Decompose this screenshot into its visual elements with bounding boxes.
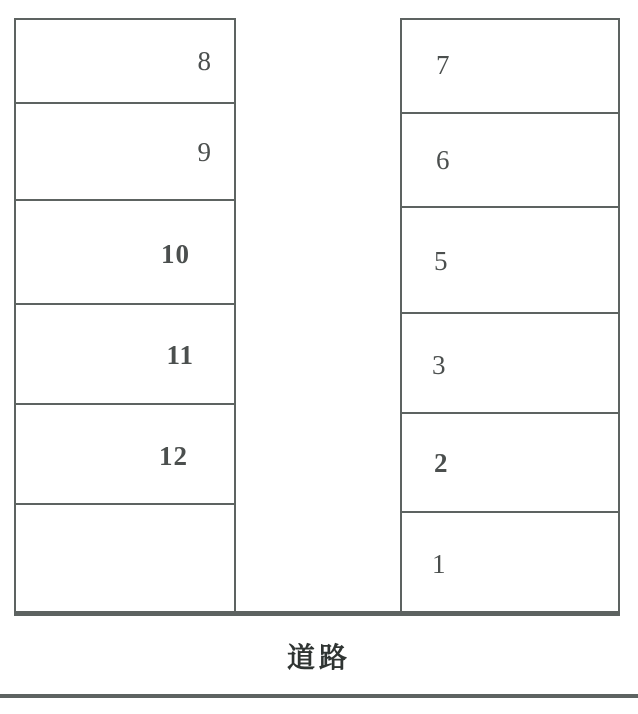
stall-number-12: 12 (159, 440, 188, 471)
stall-number-2: 2 (434, 448, 449, 478)
parking-stall-8[interactable] (16, 20, 234, 104)
parking-stall-11[interactable] (16, 305, 234, 405)
parking-stall-9[interactable] (16, 104, 234, 201)
stall-number-3: 3 (432, 349, 447, 380)
road-label: 道路 (286, 641, 351, 674)
stall-number-8: 8 (197, 45, 212, 76)
stall-number-10: 10 (161, 238, 190, 269)
parking-stall-12[interactable] (16, 405, 234, 505)
stall-number-5: 5 (434, 245, 449, 276)
parking-stall-7[interactable] (402, 20, 618, 114)
parking-stall-10[interactable] (16, 201, 234, 305)
parking-stall-1[interactable] (402, 513, 618, 611)
drive-aisle (236, 18, 400, 613)
road-edge-lower (0, 694, 638, 698)
left-stall-column (14, 18, 236, 613)
parking-stall-6[interactable] (402, 114, 618, 208)
road-edge-upper (14, 611, 620, 616)
stall-number-11: 11 (166, 339, 194, 370)
stall-number-7: 7 (436, 49, 451, 80)
right-stall-column (400, 18, 620, 613)
parking-stall-unlabeled-left[interactable] (16, 505, 234, 611)
parking-stall-3[interactable] (402, 314, 618, 414)
stall-number-1: 1 (432, 548, 447, 579)
parking-stall-5[interactable] (402, 208, 618, 314)
stall-number-6: 6 (436, 144, 451, 175)
stall-number-9: 9 (197, 137, 212, 167)
parking-stall-2[interactable] (402, 414, 618, 513)
